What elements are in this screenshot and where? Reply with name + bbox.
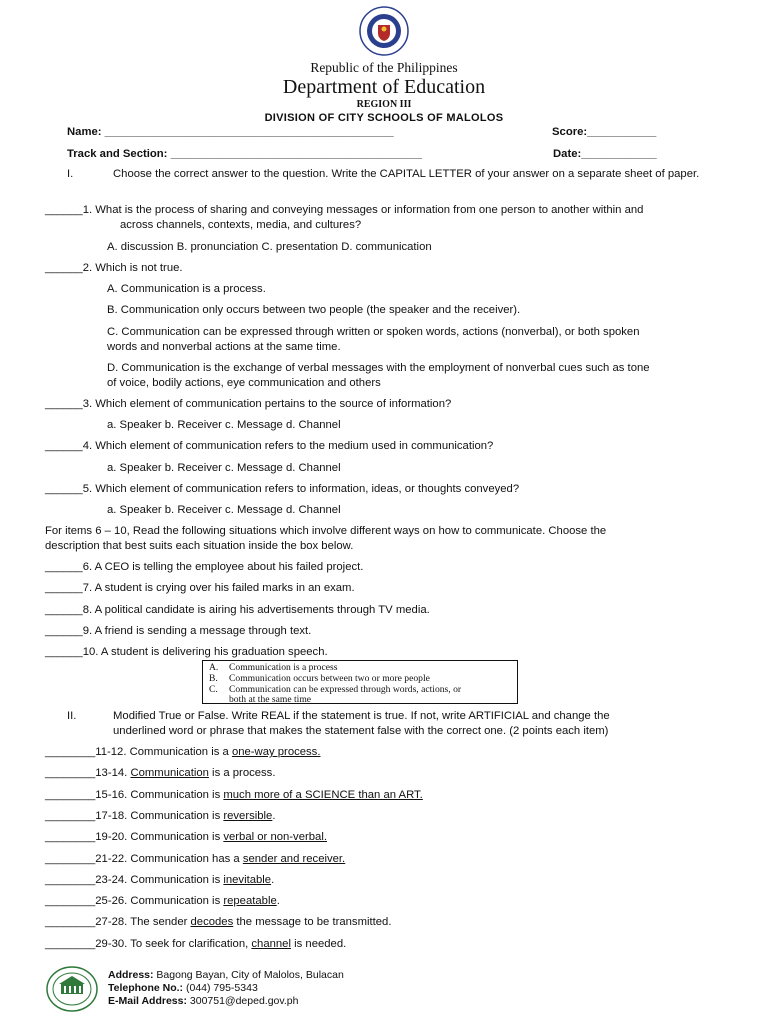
address-value: Bagong Bayan, City of Malolos, Bulacan (153, 969, 344, 981)
box-letter-c: C. (209, 684, 218, 695)
question-10: ______10. A student is delivering his graduation speech. (45, 646, 328, 658)
tf-item-text: ________23-24. Communication is (45, 873, 224, 886)
description-box (202, 660, 518, 704)
box-letter-a: A. (209, 662, 219, 673)
question-6: ______6. A CEO is telling the employee about his failed project. (45, 561, 364, 573)
question-4: ______4. Which element of communication refers to the medium used in communication? (45, 440, 494, 452)
tf-item-underlined: one-way process. (231, 746, 321, 758)
tf-item-text: ________25-26. Communication is (45, 895, 224, 908)
tf-item-text-end: is needed. (290, 937, 347, 950)
address-label: Address: (108, 969, 154, 981)
tf-item (45, 745, 320, 760)
items-intro: For items 6 – 10, Read the following situations which involve different ways on how to communicate. Choose the (45, 525, 607, 537)
question-8: ______8. A political candidate is airing his advertisements through TV media. (45, 604, 430, 616)
tf-item-underlined: inevitable (223, 873, 272, 886)
deped-seal-logo (359, 6, 409, 56)
part2-instruction-cont: underlined word or phrase that makes the statement false with the correct one. (2 points each item) (113, 725, 609, 737)
tf-item (45, 937, 346, 952)
items-intro-cont: description that best suits each situation inside the box below. (45, 540, 354, 552)
phone-value: (044) 795-5343 (183, 982, 258, 994)
republic-heading: Republic of the Philippines (310, 60, 458, 75)
part2-instruction: Modified True or False. Write REAL if the statement is true. If not, write ARTIFICIAL and change the (113, 710, 610, 722)
email-label: E-Mail Address: (108, 995, 187, 1007)
tf-item-text-end: . (276, 895, 280, 908)
question-5-choices: a. Speaker b. Receiver c. Message d. Channel (107, 504, 341, 516)
email-value[interactable]: 300751@deped.gov.ph (186, 995, 299, 1007)
track-section-field[interactable]: Track and Section: ________________________________________ (67, 148, 422, 160)
box-item-c-cont: both at the same time (229, 694, 312, 705)
department-heading: Department of Education (282, 76, 486, 98)
region-heading: REGION III (356, 99, 412, 110)
question-3: ______3. Which element of communication pertains to the source of information? (45, 398, 452, 410)
date-field: Date:____________ (553, 148, 657, 160)
tf-item-text: ________27-28. The sender (45, 916, 191, 929)
part1-instruction: Choose the correct answer to the question. Write the CAPITAL LETTER of your answer on a separate sheet of paper. (113, 168, 700, 180)
tf-item (45, 830, 327, 845)
tf-item-underlined: sender and receiver. (242, 852, 346, 865)
phone-label: Telephone No.: (108, 982, 184, 994)
tf-item (45, 873, 274, 888)
tf-item-underlined: repeatable (223, 895, 277, 908)
name-field[interactable]: Name: ______________________________________________ (67, 126, 394, 138)
tf-item-underlined: reversible (223, 809, 273, 822)
tf-item (45, 852, 345, 867)
question-5: ______5. Which element of communication refers to information, ideas, or thoughts conveyed? (45, 483, 520, 495)
box-item-c: Communication can be expressed through words, actions, or (229, 684, 462, 695)
part1-numeral: I. (67, 168, 74, 180)
box-letter-b: B. (209, 673, 218, 684)
question-2-choice-d: D. Communication is the exchange of verbal messages with the employment of nonverbal cues such as tone (107, 362, 650, 374)
question-9: ______9. A friend is sending a message through text. (45, 625, 312, 637)
question-7: ______7. A student is crying over his failed marks in an exam. (45, 582, 355, 594)
tf-item (45, 766, 275, 781)
box-item-b: Communication occurs between two or more people (229, 673, 430, 684)
question-2-choice-c: C. Communication can be expressed through written or spoken words, actions (nonverbal), or both spoken (107, 326, 640, 338)
part2-numeral: II. (67, 710, 77, 722)
footer-email (108, 995, 298, 1008)
footer-phone (108, 982, 258, 995)
question-2: ______2. Which is not true. (45, 262, 183, 274)
tf-item-text: ________11-12. Communication is a (45, 746, 232, 758)
tf-item-underlined: decodes (190, 916, 234, 929)
tf-item (45, 788, 423, 803)
tf-item (45, 809, 275, 824)
tf-item-text-end: . (272, 809, 276, 822)
tf-item-text: ________17-18. Communication is (45, 809, 224, 822)
question-1-choices: A. discussion B. pronunciation C. presentation D. communication (107, 241, 432, 253)
question-2-choice-b: B. Communication only occurs between two people (the speaker and the receiver). (107, 304, 521, 316)
tf-item-text: ________13-14. (45, 767, 131, 780)
division-heading: DIVISION OF CITY SCHOOLS OF MALOLOS (264, 112, 504, 124)
tf-item-underlined: channel (251, 937, 291, 950)
question-2-choice-a: A. Communication is a process. (107, 283, 266, 295)
tf-item-text: ________19-20. Communication is (45, 831, 224, 844)
tf-item-text: ________15-16. Communication is (45, 788, 224, 801)
tf-item-text-end: . (271, 873, 275, 886)
school-division-logo (46, 966, 98, 1012)
tf-item-text-end: is a process. (208, 767, 276, 780)
box-item-a: Communication is a process (229, 662, 338, 673)
score-field[interactable]: Score:___________ (552, 126, 657, 138)
question-1-cont: across channels, contexts, media, and cultures? (120, 219, 362, 231)
tf-item (45, 894, 280, 909)
tf-item-text: ________29-30. To seek for clarification, (45, 937, 252, 950)
question-2-choice-c-cont: words and nonverbal actions at the same time. (107, 341, 341, 353)
tf-item-text-end: the message to be transmitted. (233, 916, 392, 929)
tf-item-text: ________21-22. Communication has a (45, 852, 243, 865)
tf-item-underlined: verbal or non-verbal. (223, 831, 327, 844)
tf-item (45, 915, 391, 930)
question-4-choices: a. Speaker b. Receiver c. Message d. Channel (107, 462, 341, 474)
question-3-choices: a. Speaker b. Receiver c. Message d. Channel (107, 419, 341, 431)
tf-item-underlined: Communication (130, 767, 209, 780)
question-1: ______1. What is the process of sharing and conveying messages or information from one person to another within and (45, 204, 644, 216)
footer-address (108, 969, 344, 982)
tf-item-underlined: much more of a SCIENCE than an ART. (223, 788, 423, 801)
question-2-choice-d-cont: of voice, bodily actions, eye communication and others (107, 377, 381, 389)
